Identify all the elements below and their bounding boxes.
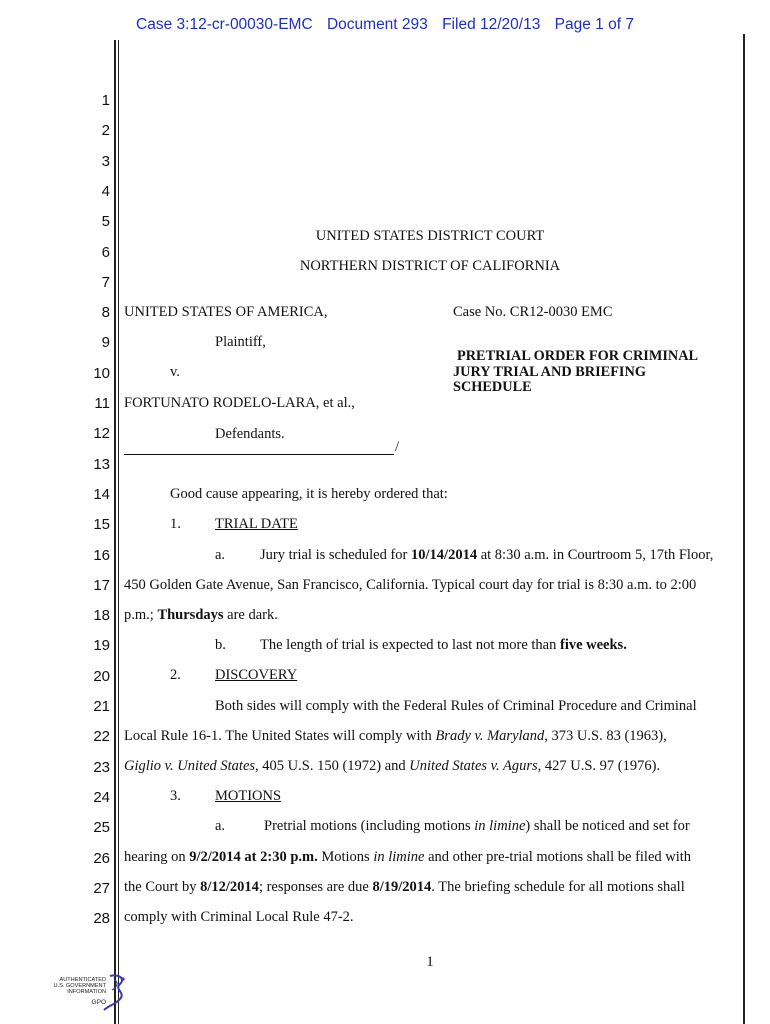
- section-1a-line-1: [260, 547, 713, 564]
- line-number: 13: [93, 455, 110, 473]
- page-number: 1: [426, 954, 434, 970]
- left-margin-rule-inner: [118, 40, 119, 1024]
- text-run: , 405 U.S. 150 (1972) and: [255, 758, 410, 774]
- latin-term: in limine: [474, 818, 526, 834]
- gpo-authentication-seal: [44, 972, 134, 1012]
- order-title-line: JURY TRIAL AND BRIEFING: [453, 363, 646, 380]
- line-number: 2: [101, 122, 110, 140]
- caption-slash: /: [395, 439, 400, 455]
- trial-length: five weeks.: [559, 637, 627, 653]
- line-number: 3: [101, 152, 110, 170]
- dark-days: Thursdays: [157, 607, 224, 623]
- text-run: at 8:30 a.m. in Courtroom 5, 17th Floor,: [477, 547, 714, 563]
- line-number: 17: [93, 576, 110, 594]
- section-3a-line-1: [264, 818, 690, 835]
- case-number: Case No. CR12-0030 EMC: [453, 304, 613, 320]
- case-number-stamp: Case 3:12-cr-00030-EMC: [136, 16, 313, 33]
- court-district: NORTHERN DISTRICT OF CALIFORNIA: [299, 258, 561, 274]
- case-citation: Giglio v. United States: [124, 758, 256, 774]
- order-title-line: SCHEDULE: [453, 379, 532, 395]
- text-run: are dark.: [223, 607, 278, 623]
- text-run: and other pre-trial motions shall be filed with: [424, 849, 692, 865]
- seal-text-line: INFORMATION: [67, 989, 106, 996]
- text-run: Pretrial motions (including motions: [264, 818, 475, 834]
- section-3a-letter: a.: [215, 818, 226, 834]
- trial-date: 10/14/2014: [411, 547, 478, 563]
- line-number: 20: [93, 667, 110, 685]
- court-name: UNITED STATES DISTRICT COURT: [315, 228, 545, 244]
- line-number: 25: [93, 819, 110, 837]
- caption-rule: [124, 454, 394, 455]
- line-number: 22: [93, 728, 110, 746]
- line-number: 9: [101, 334, 110, 352]
- line-number: 18: [93, 607, 110, 625]
- line-number: 14: [93, 485, 110, 503]
- page-count-stamp: Page 1 of 7: [554, 16, 634, 33]
- document-number-stamp: Document 293: [326, 16, 428, 33]
- line-number: 24: [93, 788, 110, 806]
- text-run: , 427 U.S. 97 (1976).: [537, 758, 661, 774]
- plaintiff-role: Plaintiff,: [215, 334, 266, 350]
- case-citation: Brady v. Maryland: [435, 728, 545, 744]
- filed-date-stamp: Filed 12/20/13: [442, 16, 541, 33]
- section-2-line-3: [124, 758, 660, 775]
- line-number: 10: [93, 364, 110, 382]
- line-number: 7: [101, 273, 110, 291]
- line-number: 11: [94, 395, 110, 412]
- text-run: hearing on: [124, 849, 190, 865]
- section-2-line-2: [124, 728, 667, 745]
- section-3a-line-2: [124, 849, 691, 866]
- seal-text-line: U.S. GOVERNMENT: [53, 983, 106, 990]
- line-number: 1: [101, 92, 110, 109]
- section-1b-line-1: [260, 637, 627, 654]
- section-1b-letter: b.: [215, 637, 226, 653]
- right-margin-rule: [743, 34, 745, 1024]
- line-number: 21: [93, 698, 110, 715]
- line-number: 12: [93, 425, 110, 443]
- eagle-seal-icon: [44, 972, 134, 1012]
- case-header: [0, 16, 770, 34]
- text-run: , 373 U.S. 83 (1963),: [544, 728, 667, 744]
- line-number: 28: [93, 910, 110, 928]
- line-number: 23: [93, 758, 110, 776]
- section-3-number: 3.: [170, 788, 181, 804]
- case-citation: United States v. Agurs: [409, 758, 538, 774]
- section-2-title: DISCOVERY: [215, 667, 298, 683]
- defendant-name: FORTUNATO RODELO-LARA, et al.,: [124, 395, 355, 411]
- line-number: 6: [101, 243, 110, 261]
- section-1-number: 1.: [170, 516, 181, 532]
- section-3a-line-4: comply with Criminal Local Rule 47-2.: [124, 909, 354, 925]
- line-number: 15: [93, 516, 110, 534]
- section-1a-line-2: 450 Golden Gate Avenue, San Francisco, California. Typical court day for trial is 8:30 a.m. to 2:00: [124, 577, 697, 593]
- section-1a-letter: a.: [215, 547, 226, 563]
- text-run: Jury trial is scheduled for: [260, 547, 412, 563]
- hearing-date: 9/2/2014 at 2:30 p.m.: [189, 849, 318, 865]
- line-number: 26: [93, 849, 110, 867]
- line-number: 4: [101, 182, 110, 200]
- filing-deadline: 8/12/2014: [200, 879, 259, 895]
- text-run: The length of trial is expected to last not more than: [260, 637, 560, 653]
- text-run: p.m.;: [124, 607, 158, 623]
- intro-sentence: Good cause appearing, it is hereby ordered that:: [170, 486, 448, 502]
- order-title-line: PRETRIAL ORDER FOR CRIMINAL: [457, 348, 699, 364]
- line-number: 27: [93, 879, 110, 897]
- section-1-title: TRIAL DATE: [215, 516, 298, 532]
- text-run: ) shall be noticed and set for: [525, 818, 690, 834]
- versus: v.: [170, 364, 180, 380]
- latin-term: in limine: [373, 849, 425, 865]
- text-run: . The briefing schedule for all motions shall: [431, 879, 685, 895]
- section-3a-line-3: [124, 879, 685, 896]
- section-1a-line-3: [124, 607, 278, 624]
- text-run: the Court by: [124, 879, 201, 895]
- line-number: 16: [93, 546, 110, 564]
- seal-text-line: AUTHENTICATED: [59, 977, 106, 983]
- section-2-line-1: Both sides will comply with the Federal Rules of Criminal Procedure and Criminal: [215, 698, 697, 714]
- left-margin-rule-outer: [114, 40, 116, 1024]
- text-run: Motions: [317, 849, 374, 865]
- line-number: 8: [101, 304, 110, 322]
- line-number: 19: [93, 637, 110, 655]
- text-run: Local Rule 16-1. The United States will comply with: [124, 728, 436, 744]
- defendant-role: Defendants.: [215, 426, 285, 442]
- text-run: ; responses are due: [258, 879, 373, 895]
- section-2-number: 2.: [170, 667, 181, 683]
- order-title: [453, 349, 723, 396]
- plaintiff-name: UNITED STATES OF AMERICA,: [124, 304, 328, 320]
- seal-gpo-text: GPO: [91, 999, 106, 1006]
- section-3-title: MOTIONS: [215, 788, 282, 804]
- response-deadline: 8/19/2014: [372, 879, 432, 895]
- line-number: 5: [101, 213, 110, 231]
